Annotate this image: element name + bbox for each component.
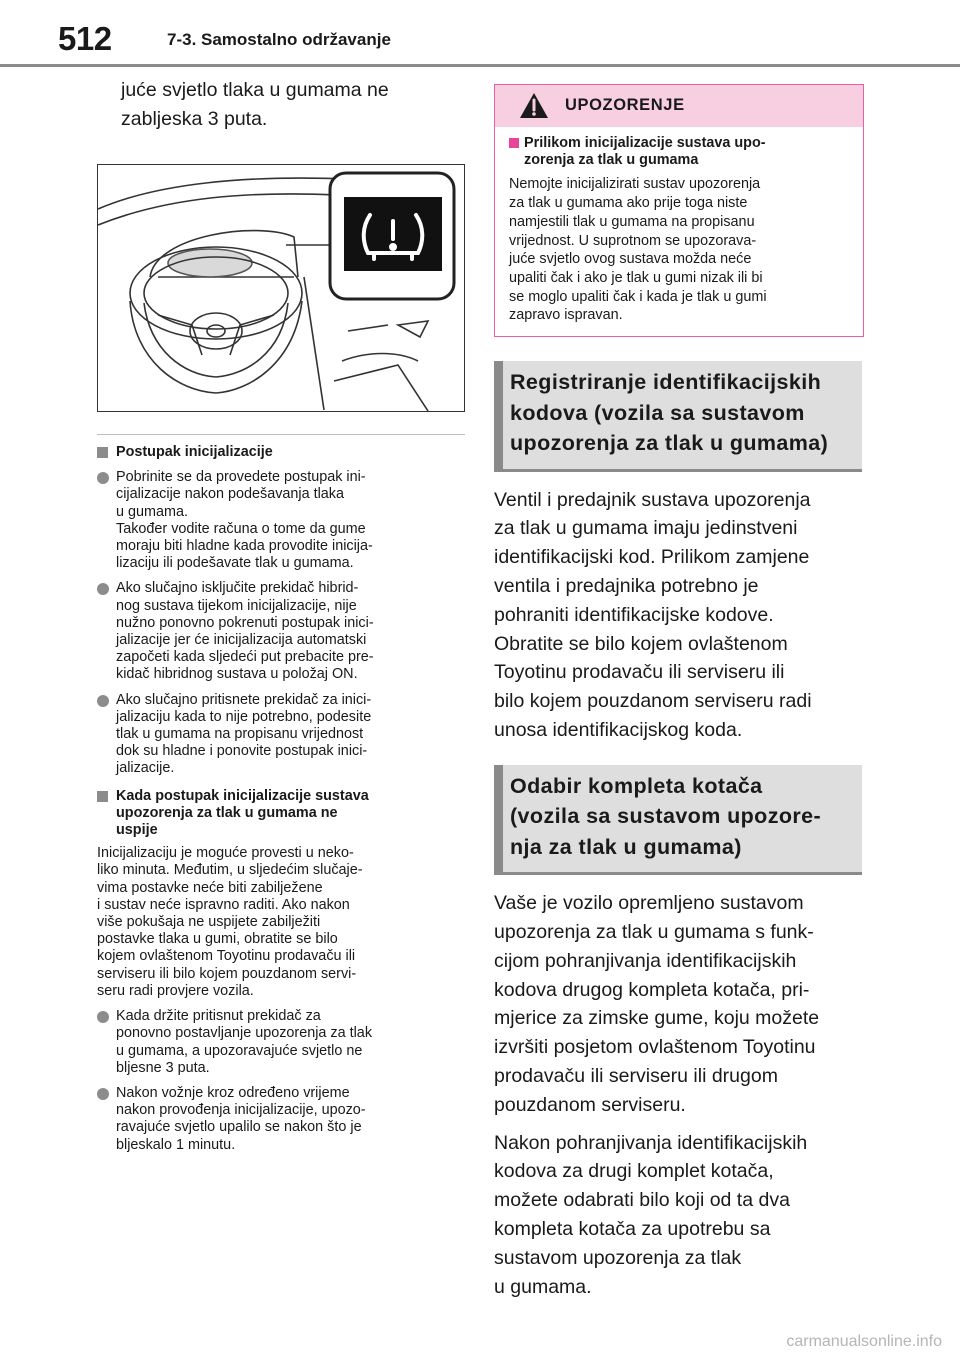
watermark: carmanualsonline.info bbox=[786, 1333, 942, 1350]
warning-title: UPOZORENJE bbox=[565, 96, 685, 114]
intro-text: juće svjetlo tlaka u gumama ne zabljeska 3 puta. bbox=[121, 79, 389, 130]
section-divider bbox=[97, 434, 465, 435]
square-bullet-icon bbox=[97, 791, 108, 802]
circle-bullet-icon bbox=[97, 695, 109, 707]
section-title: 7-3. Samostalno održavanje bbox=[167, 30, 391, 49]
square-bullet-icon bbox=[97, 447, 108, 458]
left-column bbox=[97, 76, 465, 1154]
heading-wheel-set: Odabir kompleta kotača (vozila sa sustavom upozore- nja za tlak u gumama) bbox=[510, 773, 822, 859]
circle-bullet-icon bbox=[97, 1011, 109, 1023]
heading-box-wheel-set bbox=[494, 765, 862, 876]
warning-triangle-icon bbox=[519, 92, 549, 120]
subheading-failure: Kada postupak inicijalizacije sustava upozorenja za tlak u gumama ne uspije bbox=[97, 788, 465, 840]
page-number: 512 bbox=[58, 20, 112, 57]
page-header bbox=[0, 0, 960, 70]
failure-paragraph: Inicijalizaciju je moguće provesti u neko- liko minuta. Međutim, u sljedećim slučaje- vima postavke neće biti zabilježene i sustav neće ispravno raditi. Ako nakon više pokušaja ne uspijete zabilježiti postavke tlaka u gumi, obratite se bilo kojem ovlaštenom Toyotinu prodavaču ili serviseru ili bilo kojem pouzdanom servi- seru radi provjere vozila. bbox=[97, 845, 363, 999]
registration-text: Ventil i predajnik sustava upozorenja za tlak u gumama imaju jedinstveni identifikacijski kod. Prilikom zamjene ventila i predajnika potrebno je pohraniti identifikacijske kodove. Obratite se bilo kojem ovlaštenom Toyotinu prodavaču ili serviseru ili bilo kojem pouzdanom serviseru radi unosa identifikacijskog koda. bbox=[494, 488, 812, 741]
circle-bullet-icon bbox=[97, 472, 109, 484]
bullet-item: Ako slučajno pritisnete prekidač za inici- jalizaciju kada to nije potrebno, podesite tlak u gumama na propisanu vrijednost dok su hladne i ponovite postupak inici- jalizacije. bbox=[97, 692, 465, 778]
square-bullet-icon bbox=[509, 138, 519, 148]
heading-box-registration bbox=[494, 361, 862, 472]
tire-pressure-warning-icon bbox=[356, 205, 430, 263]
wheel-set-text-1: Vaše je vozilo opremljeno sustavom upozorenja za tlak u gumama s funk- cijom pohranjivanja identifikacijskih kodova drugog kompleta kotača, pri- mjerice za zimske gume, koju možete izvršiti posjetom ovlaštenom Toyotinu prodavaču ili serviseru ili drugom pouzdanom serviseru. bbox=[494, 892, 820, 1116]
warning-text: Nemojte inicijalizirati sustav upozorenja za tlak u gumama ako prije toga niste namjestili tlak u gumama na propisanu vrijednost. U suprotnom se upozorava- juće svjetlo ovog sustava možda neće upaliti čak i ako je tlak u gumi nizak ili bi se moglo upaliti čak i kada je tlak u gumi zapravo ispravan. bbox=[509, 176, 767, 324]
warning-subheading: Prilikom inicijalizacije sustava upo- zorenja za tlak u gumama bbox=[509, 135, 849, 169]
subheading-initialization: Postupak inicijalizacije bbox=[97, 444, 465, 461]
warning-body bbox=[495, 127, 863, 336]
warning-box bbox=[494, 84, 864, 337]
bullet-item: Pobrinite se da provedete postupak ini- cijalizacije nakon podešavanja tlaka u gumama. Također vodite računa o tome da gume moraju biti hladne kada provodite inicija- lizaciju ili podešavate tlak u gumama. bbox=[97, 469, 465, 572]
circle-bullet-icon bbox=[97, 583, 109, 595]
right-column bbox=[494, 84, 864, 1301]
bullet-item: Nakon vožnje kroz određeno vrijeme nakon provođenja inicijalizacije, upozo- ravajuće svjetlo upalilo se nakon što je bljeskalo 1 minutu. bbox=[97, 1085, 465, 1154]
dashboard-illustration bbox=[97, 164, 465, 412]
bullet-item: Kada držite pritisnut prekidač za ponovno postavljanje upozorenja za tlak u gumama, a upozoravajuće svjetlo ne bljesne 3 puta. bbox=[97, 1008, 465, 1077]
wheel-set-text-2: Nakon pohranjivanja identifikacijskih kodova za drugi komplet kotača, možete odabrati bilo koji od ta dva kompleta kotača za upotrebu sa sustavom upozorenja za tlak u gumama. bbox=[494, 1131, 808, 1298]
bullet-item: Ako slučajno isključite prekidač hibrid- nog sustava tijekom inicijalizacije, nije nužno ponovno pokrenuti postupak inici- jalizacije jer će inicijalizacija automatski započeti kada sljedeći put prebacite pre- kidač hibridnog sustava u položaj ON. bbox=[97, 580, 465, 683]
header-rule bbox=[0, 64, 960, 67]
heading-registration: Registriranje identifikacijskih kodova (vozila sa sustavom upozorenja za tlak u gumama) bbox=[510, 370, 829, 456]
circle-bullet-icon bbox=[97, 1088, 109, 1100]
warning-header bbox=[495, 85, 863, 127]
